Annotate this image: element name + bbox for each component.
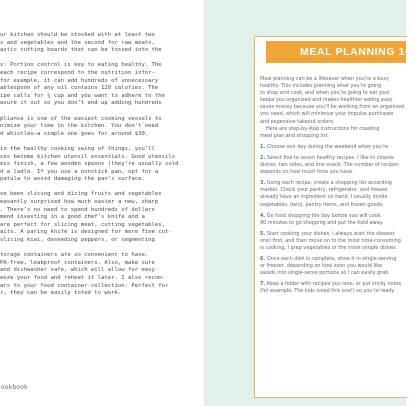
text-line: saves money because you’ll be working from an organized (260, 104, 405, 111)
step-number: 7. (260, 281, 266, 288)
text-line: ars to your food container collection. Perfect for (0, 282, 169, 289)
left-paragraph (0, 146, 200, 184)
step-text: or freezer, depending on how soon you would like (260, 263, 382, 270)
step-item (260, 231, 406, 252)
step-text: Using each recipe, create a shopping list according (266, 180, 392, 187)
lead-paragraph (260, 126, 406, 140)
text-line: r, they can be easily toted to work. (0, 290, 122, 297)
left-page (0, 0, 205, 406)
step-text: dishes, two sides, and one snack. The number of recipes (260, 162, 399, 169)
step-text: market. Check your pantry, refrigerator, and freezer (260, 187, 388, 194)
step-text: Choose one day during the weekend when you’re (266, 143, 389, 150)
text-line (260, 202, 406, 209)
text-line: aits. A paring knife is designed for more fine cut- (0, 229, 172, 236)
text-line: ablespoon of any oil contains 120 calories. The (0, 85, 159, 92)
step-number: 1. (260, 143, 266, 150)
text-line: and expensive takeout orders. (260, 118, 335, 125)
text-line: astic cutting boards that can be tossed into the (0, 47, 162, 54)
left-paragraph (0, 116, 200, 139)
text-line: each recipe correspond to the nutrition infor- (0, 69, 155, 76)
text-line: . There’s no need to spend hundreds of dollars (0, 206, 155, 213)
text-line: s and vegetables and the second for raw meats, (0, 39, 155, 46)
text-line: for example, it can add hundreds of unnecessary (0, 77, 159, 84)
text-line: eeze your food and reheat it later. I also recom- (0, 275, 166, 281)
text-line (260, 194, 406, 201)
text-line: mend investing in a good chef’s knife and a (0, 214, 145, 221)
text-line: healthy. This includes planning what you’re going (260, 83, 382, 90)
text-line (260, 213, 406, 220)
step-item (260, 155, 406, 176)
step-number: 4. (260, 212, 266, 219)
text-line: you need, which will minimize your impulse purchases (260, 111, 394, 118)
text-line (260, 155, 406, 162)
text-line (260, 187, 406, 194)
text-line: asure it out so you don’t end up adding hundreds (0, 100, 162, 107)
text-line: to shop and cook, and when you’re going to eat your (260, 90, 390, 97)
step-item (260, 144, 406, 151)
text-line (260, 238, 406, 245)
text-line (260, 169, 406, 176)
text-line (260, 288, 406, 295)
step-text: vegetables, dairy, pantry items, and frozen goods. (260, 201, 384, 208)
step-text: salads into single-serve portions so I can easily grab (260, 270, 389, 277)
text-line (260, 144, 406, 151)
text-line: and dishwasher safe, which will allow for easy (0, 267, 155, 274)
right-page (207, 0, 418, 406)
card-body (260, 76, 406, 296)
left-paragraph (0, 62, 200, 108)
step-number: 5. (260, 230, 266, 237)
text-line: pliance is one of the easiest cooking vessels to (0, 115, 162, 122)
step-item (260, 281, 406, 295)
text-line: Meal planning can be a lifesaver when you’re a busy (260, 76, 389, 82)
card-banner: MEAL PLANNING 101 (266, 41, 406, 63)
text-line (260, 245, 406, 252)
step-item (260, 256, 406, 277)
left-paragraph (0, 252, 200, 298)
step-number: 6. (260, 256, 266, 263)
text-line: ces become kitchen utensil essentials. Good utensils (0, 153, 176, 160)
text-line: nimize your time in the kitchen. You don’t need (0, 123, 159, 130)
text-line (260, 270, 406, 277)
step-text: already have an ingredient on hand. I usually divide (260, 194, 388, 201)
text-line (260, 220, 406, 227)
step-text: 90 minutes to go shopping and put the food away. (260, 219, 384, 226)
step-text: (for example, The kids loved this one!) so you’re ready (260, 288, 395, 295)
step-text: Once each dish is complete, store it in single-serving (266, 256, 397, 263)
left-paragraph (0, 32, 200, 55)
step-number: 2. (260, 154, 266, 161)
step-text: Go food shopping the day before you will cook (266, 212, 381, 219)
text-line: d whistles—a simple one goes for around $30. (0, 130, 149, 137)
intro-paragraph (260, 76, 406, 126)
step-text: Keep a folder with recipes you love, or put sticky notes (266, 281, 402, 288)
text-line: meal plan and shopping list: (260, 132, 330, 139)
text-line (260, 256, 406, 263)
step-text: Select five to seven healthy recipes. I like to choose (266, 154, 394, 161)
text-line: s: Portion control is key to eating healthy. The (0, 62, 162, 69)
step-text: one) first, and then move on to the most time-consuming (260, 237, 401, 244)
text-line (260, 180, 406, 187)
text-line: patula to avoid damaging the pan’s surface. (0, 176, 145, 183)
text-line (260, 162, 406, 169)
text-line (260, 281, 406, 288)
text-line: PA-free, leakproof containers. Also, make sure (0, 259, 155, 266)
step-text: is cooking, I prep vegetables or the more simple dishes. (260, 244, 398, 251)
left-paragraph (0, 191, 200, 244)
text-line: in the healthy cooking swing of things, you’ll (0, 145, 155, 152)
text-line: ess finish, a few wooden spoons (they’re usually sold (0, 161, 179, 168)
page-footer: ookbook (1, 384, 28, 391)
text-line: d a ladle. If you use a nonstick pan, opt for a (0, 168, 159, 175)
text-line: ipe calls for ¼ cup and you want to adhere to the (0, 92, 166, 99)
step-item (260, 180, 406, 208)
step-text: depends on how much time you have. (260, 169, 354, 176)
step-item (260, 213, 406, 227)
step-text: Start cooking your dishes. I always start the slowest (266, 230, 395, 237)
text-line: are perfect for slicing meat, cutting vegetables, (0, 221, 166, 228)
step-number: 3. (260, 180, 266, 187)
text-line: Here are step-by-step instructions for creating (266, 125, 380, 132)
text-line: keeps you organized and makes healthier eating easy. (260, 97, 394, 104)
text-line: ur kitchen should be stocked with at least two (0, 32, 155, 38)
text-line: torage containers are so convenient to have. (0, 252, 149, 259)
text-line: ve been slicing and dicing fruits and vegetables (0, 191, 162, 198)
text-line: slicing kiwi, deseeding peppers, or segmenting (0, 237, 155, 244)
left-body-text (0, 32, 200, 305)
text-line (260, 263, 406, 270)
text-line (260, 231, 406, 238)
text-line: easantly surprised how much easier a new, sharp (0, 199, 159, 206)
